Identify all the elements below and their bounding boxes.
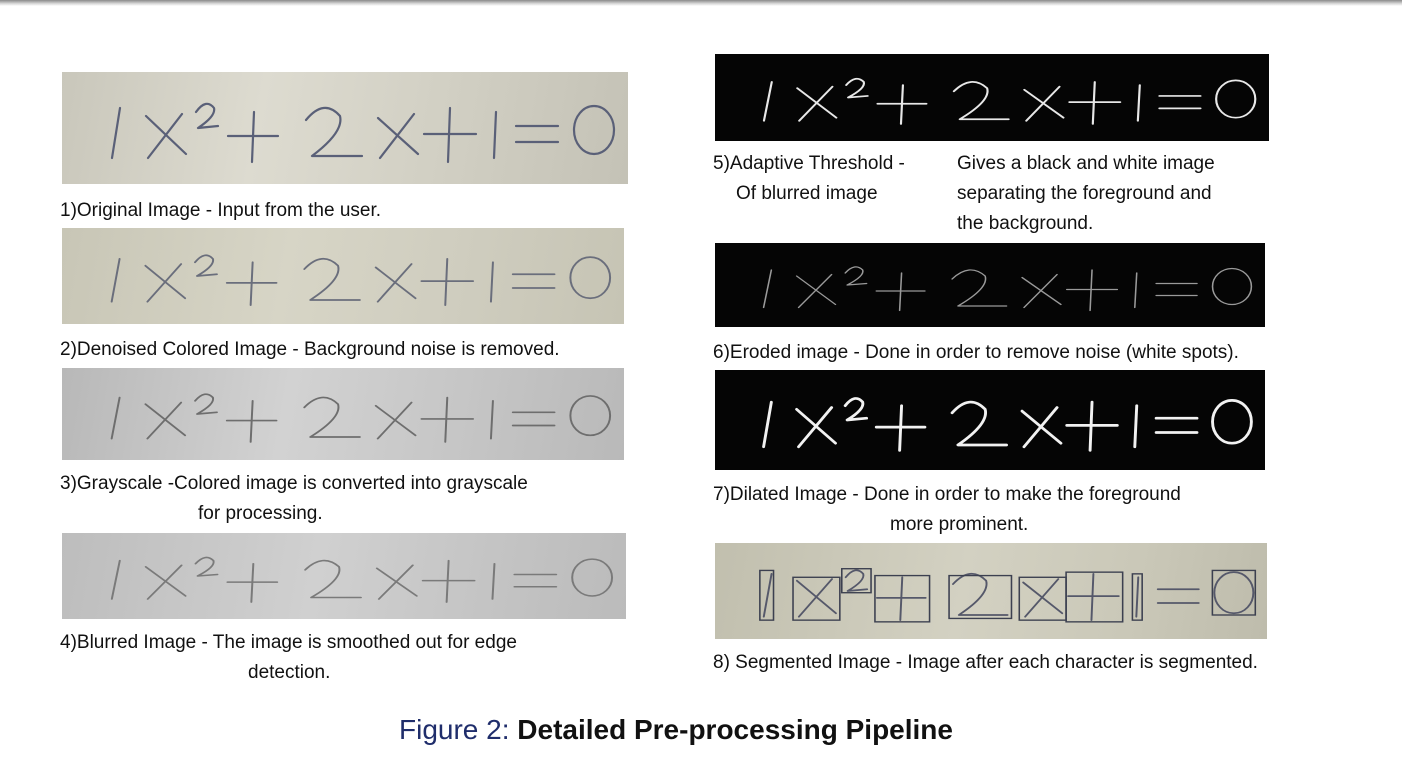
handwritten-equation <box>715 243 1265 327</box>
figure-title: Detailed Pre-processing Pipeline <box>517 714 953 745</box>
handwritten-equation <box>62 228 624 324</box>
figure-caption <box>0 710 1352 750</box>
original-image-panel <box>62 72 628 184</box>
blurred-caption-line1: 4)Blurred Image - The image is smoothed out for edge <box>60 632 517 653</box>
segmented-image-panel <box>715 543 1267 639</box>
handwritten-equation <box>62 533 626 619</box>
eroded-image-caption: 6)Eroded image - Done in order to remove noise (white spots). <box>713 342 1239 363</box>
dilated-caption-line1: 7)Dilated Image - Done in order to make the foreground <box>713 484 1181 505</box>
denoised-image-caption: 2)Denoised Colored Image - Background noise is removed. <box>60 339 560 360</box>
denoised-image-panel <box>62 228 624 324</box>
eroded-image-panel <box>715 243 1265 327</box>
handwritten-equation <box>62 72 628 184</box>
dilated-image-panel <box>715 370 1265 470</box>
threshold-caption-right2: separating the foreground and <box>957 183 1212 204</box>
grayscale-image-panel <box>62 368 624 460</box>
figure-label: Figure 2: <box>399 714 510 745</box>
top-border <box>0 0 1402 6</box>
threshold-caption-right3: the background. <box>957 213 1094 234</box>
handwritten-equation <box>715 543 1267 639</box>
grayscale-caption-line1: 3)Grayscale -Colored image is converted into grayscale <box>60 473 528 494</box>
original-image-caption: 1)Original Image - Input from the user. <box>60 200 382 221</box>
threshold-caption-left1: 5)Adaptive Threshold - <box>713 153 905 174</box>
blurred-caption-line2: detection. <box>248 662 331 683</box>
dilated-caption-line2: more prominent. <box>890 514 1029 535</box>
segmented-image-caption: 8) Segmented Image - Image after each character is segmented. <box>713 652 1258 673</box>
segmentation-boxes <box>760 569 1255 622</box>
handwritten-equation <box>62 368 624 460</box>
blurred-image-panel <box>62 533 626 619</box>
handwritten-equation <box>715 370 1265 470</box>
threshold-caption-left2: Of blurred image <box>736 183 878 204</box>
adaptive-threshold-panel <box>715 54 1269 141</box>
threshold-caption-right1: Gives a black and white image <box>957 153 1215 174</box>
grayscale-caption-line2: for processing. <box>198 503 323 524</box>
handwritten-equation <box>715 54 1269 141</box>
